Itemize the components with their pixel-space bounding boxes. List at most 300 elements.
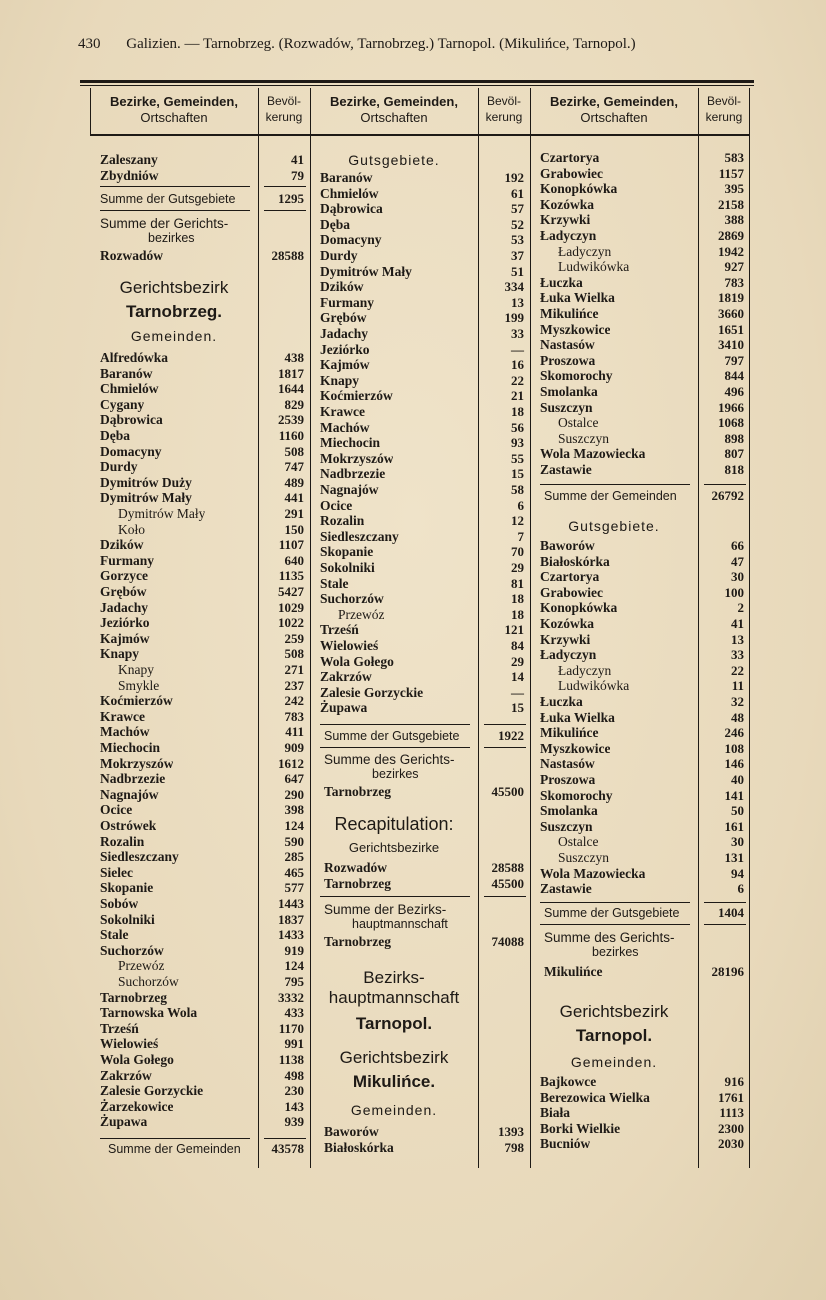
- place-name: Furmany: [100, 552, 154, 568]
- table-row: [90, 400, 750, 416]
- sum-gemeinden-label: Summe der Gemeinden: [544, 489, 677, 503]
- table-row: [90, 803, 750, 819]
- table-row: [90, 1074, 750, 1090]
- sum-gemeinden-value: 43578: [271, 1141, 304, 1156]
- place-name: Kozówka: [540, 616, 594, 631]
- population: 398: [284, 802, 304, 818]
- population: 124: [284, 958, 304, 974]
- table-row: [90, 1005, 310, 1021]
- place-name: Kozówka: [540, 196, 594, 212]
- population: 246: [724, 725, 744, 741]
- population: 70: [511, 544, 524, 560]
- population: 41: [291, 152, 304, 167]
- population: 1644: [278, 381, 304, 397]
- place-name: Ocice: [320, 497, 353, 513]
- place-name: Durdy: [320, 248, 358, 263]
- population: 1160: [278, 428, 304, 443]
- place-name: Ludwikówka: [558, 678, 630, 694]
- population: 79: [291, 168, 304, 183]
- place-name: Borki Wielkie: [540, 1120, 621, 1136]
- section-title: Tarnopol.: [355, 1014, 433, 1033]
- table-row: [90, 353, 750, 369]
- running-head-text: Galizien. — Tarnobrzeg. (Rozwadów, Tarnobrzeg.) Tarnopol. (Mikulińce, Tarnopol.): [126, 36, 636, 52]
- population: 395: [724, 181, 744, 197]
- place-name: Jeziórko: [100, 615, 150, 631]
- place-name: Białoskórka: [324, 1140, 394, 1155]
- table-row: [90, 322, 750, 338]
- place-name: Łuczka: [540, 274, 583, 290]
- place-name: Suszczyn: [540, 818, 593, 834]
- place-name: Berezowica Wielka: [540, 1089, 650, 1105]
- population: 161: [724, 818, 744, 834]
- place-name: Mikulińce: [544, 964, 603, 979]
- place-name: Knapy: [320, 372, 360, 388]
- place-name: Suchorzów: [320, 591, 384, 607]
- place-name: Suszczyn: [558, 850, 609, 865]
- table-row: [90, 259, 750, 275]
- population: 1819: [718, 290, 744, 306]
- divider: [704, 902, 746, 903]
- place-name: Miechocin: [100, 740, 160, 755]
- population: 1138: [278, 1052, 304, 1067]
- table-row: [90, 1036, 310, 1052]
- population: 2: [737, 600, 744, 616]
- population: 1135: [278, 568, 304, 584]
- population: 783: [724, 274, 744, 290]
- place-name: Zbydniów: [100, 168, 159, 183]
- place-name: Konopkówka: [540, 600, 618, 616]
- population: 21: [511, 388, 524, 404]
- place-name: Trześń: [100, 1020, 139, 1036]
- table-row: [90, 585, 750, 601]
- population: 18: [511, 606, 524, 622]
- table-row: [90, 306, 750, 322]
- place-name: Tarnobrzeg: [324, 934, 391, 949]
- population: 388: [724, 212, 744, 228]
- place-name: Proszowa: [540, 352, 596, 368]
- place-name: Mokrzyszów: [100, 755, 174, 771]
- population: 14: [511, 669, 524, 685]
- population: 1068: [718, 415, 744, 431]
- table-row: [90, 616, 750, 632]
- population: 898: [724, 430, 744, 446]
- place-name: Knapy: [118, 662, 154, 677]
- place-name: Baranów: [320, 170, 373, 185]
- population: 15: [511, 466, 524, 482]
- population: 33: [511, 326, 524, 341]
- place-name: Wola Mazowiecka: [540, 865, 646, 881]
- place-name: Skomorochy: [540, 368, 613, 384]
- population: 7: [517, 528, 524, 544]
- population: 146: [724, 756, 744, 772]
- place-name: Koćmierzów: [100, 693, 173, 709]
- population: 1651: [718, 321, 744, 337]
- place-name: Wola Gołego: [100, 1052, 174, 1067]
- population: 237: [284, 677, 304, 693]
- place-name: Tarnobrzeg: [324, 784, 391, 799]
- table-row: [90, 431, 750, 447]
- place-name: Koćmierzów: [320, 388, 393, 404]
- population: 991: [284, 1036, 304, 1052]
- population: 121: [504, 622, 524, 638]
- population: 124: [284, 818, 304, 833]
- place-name: Ładyczyn: [540, 647, 597, 663]
- population: 291: [284, 506, 304, 521]
- population: 783: [284, 708, 304, 724]
- place-name: Krzywki: [540, 631, 591, 647]
- population: 30: [731, 569, 744, 585]
- population: 1029: [278, 599, 304, 615]
- sum-gutsgebiete-value: 1922: [498, 728, 524, 743]
- place-name: Suszczyn: [540, 399, 593, 415]
- divider: [704, 924, 746, 925]
- table-row: [90, 632, 750, 648]
- population: 58: [511, 482, 524, 497]
- population: 66: [731, 538, 744, 553]
- place-name: Ostalce: [558, 834, 599, 850]
- header-pop-sub: kerung: [485, 110, 523, 124]
- place-name: Wola Gołego: [320, 653, 394, 669]
- table-row: [90, 756, 750, 772]
- table-row: [90, 663, 750, 679]
- table-row: [90, 600, 750, 616]
- place-name: Grębów: [320, 310, 367, 326]
- header-sub: Ortschaften: [360, 110, 428, 125]
- population: 242: [284, 693, 304, 709]
- population: 2869: [718, 228, 744, 243]
- header-sub: Ortschaften: [140, 110, 208, 125]
- population: 12: [511, 513, 524, 529]
- place-name: Wola Mazowiecka: [540, 446, 646, 462]
- place-name: Mikulińce: [540, 725, 599, 741]
- population: 647: [284, 771, 304, 787]
- place-name: Sobów: [100, 896, 139, 911]
- table-row: [90, 415, 750, 431]
- population: 81: [511, 575, 524, 591]
- table-row: [90, 228, 750, 244]
- population: 2539: [278, 412, 304, 428]
- place-name: Domacyny: [320, 232, 382, 248]
- table-row: [90, 462, 750, 478]
- place-name: Sielec: [100, 864, 133, 880]
- population: 909: [284, 740, 304, 755]
- population: 1170: [278, 1020, 304, 1036]
- table-row: [90, 197, 750, 213]
- sum-row: [90, 934, 530, 950]
- place-name: Krawce: [100, 708, 145, 724]
- population: 577: [284, 880, 304, 896]
- table-row: [90, 554, 750, 570]
- place-name: Tarnobrzeg: [100, 989, 167, 1005]
- place-name: Ładyczyn: [540, 228, 597, 243]
- place-name: Tarnowska Wola: [100, 1005, 198, 1021]
- table-row: [90, 384, 750, 400]
- place-name: Myszkowice: [540, 321, 611, 337]
- place-name: Sokolniki: [320, 560, 375, 575]
- sum-gutsgebiete-label: Summe der Gutsgebiete: [324, 729, 460, 743]
- place-name: Suszczyn: [558, 430, 609, 446]
- sum-ger-label: Summe des Gerichts-: [544, 930, 675, 945]
- population: 28588: [491, 860, 524, 875]
- place-name: Rozwadów: [100, 248, 163, 263]
- place-name: Siedleszczany: [320, 528, 399, 544]
- place-name: Wielowieś: [100, 1036, 159, 1052]
- place-name: Jadachy: [320, 326, 369, 341]
- population: 41: [731, 616, 744, 631]
- place-name: Chmielów: [100, 381, 159, 397]
- place-name: Zaleszany: [100, 152, 158, 167]
- population: 927: [724, 259, 744, 275]
- population: 829: [284, 396, 304, 412]
- place-name: Zastawie: [540, 462, 592, 477]
- table-row: [90, 1090, 750, 1106]
- population: 489: [284, 474, 304, 490]
- place-name: Jeziórko: [320, 341, 370, 357]
- population: 2300: [718, 1120, 744, 1136]
- header-name: Bezirke, Gemeinden,: [550, 94, 678, 109]
- place-name: Rozalin: [320, 513, 365, 529]
- population: 1157: [718, 165, 744, 181]
- population: 6: [517, 497, 524, 513]
- place-name: Łuczka: [540, 694, 583, 709]
- population: 55: [511, 450, 524, 466]
- population: 18: [511, 591, 524, 607]
- table-row: [90, 538, 750, 554]
- population: 230: [284, 1083, 304, 1099]
- place-name: Ludwikówka: [558, 259, 630, 275]
- place-name: Zakrzów: [100, 1067, 152, 1083]
- sum-ger-label: Summe des Gerichts-: [324, 752, 455, 767]
- population: 74088: [491, 934, 524, 949]
- population: 13: [731, 631, 744, 647]
- place-name: Jadachy: [100, 599, 149, 615]
- population: 1817: [278, 365, 304, 381]
- subsection-label: Gemeinden.: [130, 328, 218, 344]
- population: 52: [511, 216, 524, 232]
- place-name: Dąbrowica: [100, 412, 163, 428]
- table-row: [90, 990, 310, 1006]
- place-name: Miechocin: [320, 435, 380, 451]
- population: 18: [511, 404, 524, 419]
- population: 747: [284, 459, 304, 475]
- population: 94: [731, 865, 744, 881]
- table-row: [90, 337, 750, 353]
- place-name: Krzywki: [540, 212, 591, 228]
- sum-bh-label: Summe der Bezirks-: [324, 902, 447, 917]
- population: 1107: [278, 537, 304, 553]
- place-name: Żarzekowice: [100, 1098, 174, 1114]
- subsection-label: Gemeinden.: [570, 1054, 658, 1070]
- place-name: Smykle: [118, 677, 160, 693]
- place-name: Skomorochy: [540, 787, 613, 803]
- table-row: [90, 866, 750, 882]
- place-name: Furmany: [320, 294, 374, 310]
- place-name: Dymitrów Mały: [320, 263, 412, 279]
- table-row: [90, 1105, 750, 1121]
- place-name: Nadbrzezie: [320, 466, 386, 482]
- population: 16: [511, 357, 524, 373]
- population: 33: [731, 647, 744, 663]
- place-name: Smolanka: [540, 803, 598, 819]
- population: 84: [511, 638, 524, 653]
- population: 496: [724, 384, 744, 399]
- place-name: Ocice: [100, 802, 133, 818]
- population: 916: [724, 1074, 744, 1089]
- place-name: Machów: [100, 724, 150, 740]
- population: 57: [511, 201, 524, 217]
- population: 40: [731, 772, 744, 787]
- population: 1612: [278, 755, 304, 771]
- place-name: Nastasów: [540, 337, 595, 353]
- population: 498: [284, 1067, 304, 1083]
- place-name: Durdy: [100, 459, 138, 475]
- table-row: [90, 710, 750, 726]
- section-label: Gerichtsbezirk: [559, 1002, 669, 1021]
- place-name: Ładyczyn: [558, 243, 612, 259]
- population: 2158: [718, 196, 744, 212]
- header-pop: Bevöl-: [486, 94, 521, 108]
- place-name: Nagnajów: [100, 786, 159, 802]
- place-name: Dzików: [320, 279, 364, 295]
- place-name: Mikulińce: [540, 306, 599, 321]
- place-name: Zastawie: [540, 881, 592, 897]
- population: 143: [284, 1098, 304, 1114]
- population: 3332: [278, 989, 304, 1005]
- population: 640: [284, 552, 304, 568]
- place-name: Nagnajów: [320, 482, 379, 497]
- population: 441: [284, 490, 304, 506]
- table-row: [90, 819, 750, 835]
- table-row: [90, 834, 750, 850]
- section-title: Mikulińce.: [352, 1072, 436, 1091]
- population: 32: [731, 694, 744, 709]
- place-name: Grębów: [100, 584, 147, 599]
- subsection-label: Gerichtsbezirke: [348, 840, 440, 855]
- divider: [540, 924, 690, 925]
- table-row: [90, 678, 750, 694]
- table-row: [90, 741, 750, 757]
- section-title: Tarnobrzeg.: [125, 302, 223, 321]
- population: 508: [284, 646, 304, 662]
- place-name: Koło: [118, 521, 145, 537]
- table-row: [90, 275, 750, 291]
- population: 411: [285, 724, 304, 740]
- population: 15: [511, 700, 524, 716]
- population: 108: [724, 740, 744, 756]
- divider: [704, 484, 746, 485]
- population: 1443: [278, 896, 304, 911]
- table-row: [90, 150, 750, 166]
- place-name: Trześń: [320, 622, 359, 638]
- place-name: Konopkówka: [540, 181, 618, 197]
- place-name: Domacyny: [100, 443, 162, 459]
- table-row: [90, 181, 750, 197]
- population: 51: [511, 263, 524, 279]
- section-label: hauptmannschaft: [328, 988, 460, 1007]
- place-name: Krawce: [320, 404, 365, 419]
- place-name: Dymitrów Duży: [100, 474, 192, 490]
- header-pop-sub: kerung: [265, 110, 303, 124]
- population: 844: [724, 368, 744, 384]
- sum-gemeinden-value: 26792: [711, 488, 744, 503]
- population: 1433: [278, 927, 304, 943]
- place-name: Łuka Wielka: [540, 290, 615, 306]
- table-row: [90, 881, 750, 897]
- place-name: Alfredówka: [100, 350, 169, 365]
- place-name: Nastasów: [540, 756, 595, 772]
- place-name: Baworów: [540, 538, 595, 553]
- page-number: 430: [78, 36, 101, 52]
- sum-gutsgebiete-label: Summe der Gutsgebiete: [544, 906, 680, 920]
- sum-ger-label-2: bezirkes: [372, 767, 419, 781]
- population: 131: [724, 850, 744, 865]
- place-name: Skopanie: [100, 880, 154, 896]
- header-pop: Bevöl-: [706, 94, 741, 108]
- section-label: Gerichtsbezirk: [119, 278, 229, 297]
- place-name: Smolanka: [540, 384, 598, 399]
- population: 93: [511, 435, 524, 451]
- population-table: [90, 88, 750, 1168]
- population: 797: [724, 352, 744, 368]
- place-name: Czartorya: [540, 150, 600, 165]
- population: 61: [511, 185, 524, 201]
- population: 919: [284, 942, 304, 958]
- place-name: Rozalin: [100, 833, 145, 849]
- population: 6: [737, 881, 744, 897]
- place-name: Ładyczyn: [558, 662, 612, 678]
- population: 1966: [718, 399, 744, 415]
- population: 818: [724, 462, 744, 477]
- place-name: Przewóz: [118, 958, 165, 974]
- population: 22: [731, 662, 744, 678]
- place-name: Kajmów: [320, 357, 370, 373]
- table-row: [90, 1121, 750, 1137]
- population: 433: [284, 1005, 304, 1021]
- place-name: Myszkowice: [540, 740, 611, 756]
- section-label: Gerichtsbezirk: [339, 1048, 449, 1067]
- sum-gemeinden-label: Summe der Gemeinden: [108, 1142, 241, 1156]
- place-name: Siedleszczany: [100, 849, 179, 865]
- population: 30: [731, 834, 744, 850]
- population: 11: [731, 678, 744, 694]
- place-name: Ostrówek: [100, 818, 157, 833]
- population: 199: [504, 310, 524, 326]
- table-row: [90, 647, 750, 663]
- section-title: Tarnopol.: [575, 1026, 653, 1045]
- population: 53: [511, 232, 524, 248]
- population: 50: [731, 803, 744, 819]
- top-rule: [80, 80, 754, 83]
- place-name: Grabowiec: [540, 165, 603, 181]
- place-name: Dymitrów Mały: [100, 490, 192, 506]
- place-name: Nadbrzezie: [100, 771, 166, 787]
- place-name: Dymitrów Mały: [118, 506, 206, 521]
- divider: [540, 484, 690, 485]
- population: 13: [511, 294, 524, 310]
- table-row: [90, 850, 750, 866]
- place-name: Knapy: [100, 646, 140, 662]
- population: 798: [504, 1140, 524, 1155]
- population: 141: [724, 787, 744, 803]
- place-name: Zakrzów: [320, 669, 372, 685]
- population: 590: [284, 833, 304, 849]
- sum-gutsgebiete-value: 1404: [718, 905, 744, 920]
- population: 1393: [498, 1124, 524, 1139]
- place-name: Zalesie Gorzyckie: [100, 1083, 204, 1099]
- place-name: Stale: [100, 927, 129, 943]
- place-name: Gorzyce: [100, 568, 148, 584]
- header-sub: Ortschaften: [580, 110, 648, 125]
